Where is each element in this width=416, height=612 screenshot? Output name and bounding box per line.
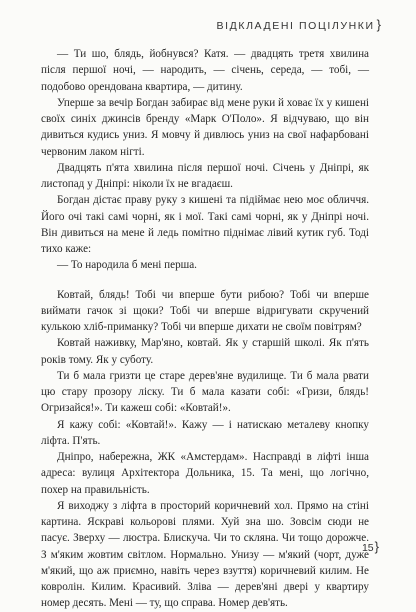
- page-number-value: 15: [361, 542, 374, 554]
- running-title: ВІДКЛАДЕНІ ПОЦІЛУНКИ: [216, 20, 375, 32]
- paragraph: Богдан дістає праву руку з кишені та підіймає нею моє обличчя. Його очі такі самі чорні, як і мої. Такі самі чорні, як у Дніпрі ночі. Він дивиться на мене й ледь помітно піднімає лівий кутик губ. Тоді тихо каже:: [41, 194, 369, 255]
- running-header: [217, 17, 381, 32]
- paragraph: Ковтай наживку, Мар'яно, ковтай. Як у старшій школі. Як п'ять років тому. Як у суботу.: [41, 337, 369, 366]
- body-text: [41, 46, 369, 612]
- header-bracket: }: [376, 17, 381, 32]
- section-break: [41, 274, 369, 287]
- paragraph: Я виходжу з ліфта в просторий коричневий хол. Прямо на стіні картина. Яскраві кольорові плями. Хуй зна шо. Зовсім сюди не пасує. Зверху — люстра. Блискуча. Чи то скляна. Чи тощо дорожче. З м'яким жовтим світлом. Нормально. Унизу — м'який (чорт, дуже м'який, що аж приємно, навіть через взуття) коричневий килим. Не ковролін. Килим. Красивий. Зліва — дерев'яні двері у квартиру номер десять. Мені — ту, що справа. Номер дев'ять.: [41, 499, 369, 610]
- paragraph: Уперше за вечір Богдан забирає від мене руки й ховає їх у кишені своїх синіх джинсів бренду «Марк О'Поло». Я відчуваю, що він дивиться кудись униз. Я мовчу й дивлюсь униз на свої нафарбовані червоним лаком нігті.: [41, 96, 369, 158]
- page-number: [362, 539, 379, 554]
- paragraph: Ти б мала гризти це старе дерев'яне вудилище. Ти б мала рвати цю стару прозору ліску. Ти б мала казати собі: «Гризи, блядь! Огризайся!». Ти кажеш собі: «Ковтай!».: [41, 369, 369, 415]
- paragraph: Дніпро, набережна, ЖК «Амстердам». Насправді в ліфті інша адреса: вулиця Архітектора Дольника, 15. Та мені, що логічно, похер на правильність.: [41, 451, 369, 496]
- paragraph: Двадцять п'ята хвилина після першої ночі. Січень у Дніпрі, як листопад у Дніпрі: ніколи їх не вгадаєш.: [41, 161, 369, 190]
- paragraph: — Ти шо, блядь, йобнувся? Катя. — двадцять третя хвилина після першої ночі, — народить, — січень, середа, — тобі, — подобово орендована квартира, — дитину.: [41, 48, 369, 93]
- paragraph: — То народила б мені перша.: [57, 259, 197, 272]
- paragraph: Ковтай, блядь! Тобі чи вперше бути рибою? Тобі чи вперше виймати гачок зі щоки? Тобі чи вперше відригувати скручений кулькою хліб-приманку? Тобі чи вперше дихати не своїм повітрям?: [41, 288, 369, 333]
- paragraph: Я кажу собі: «Ковтай!». Кажу — і натискаю металеву кнопку ліфта. П'ять.: [41, 418, 369, 447]
- page-number-bracket: }: [374, 539, 379, 554]
